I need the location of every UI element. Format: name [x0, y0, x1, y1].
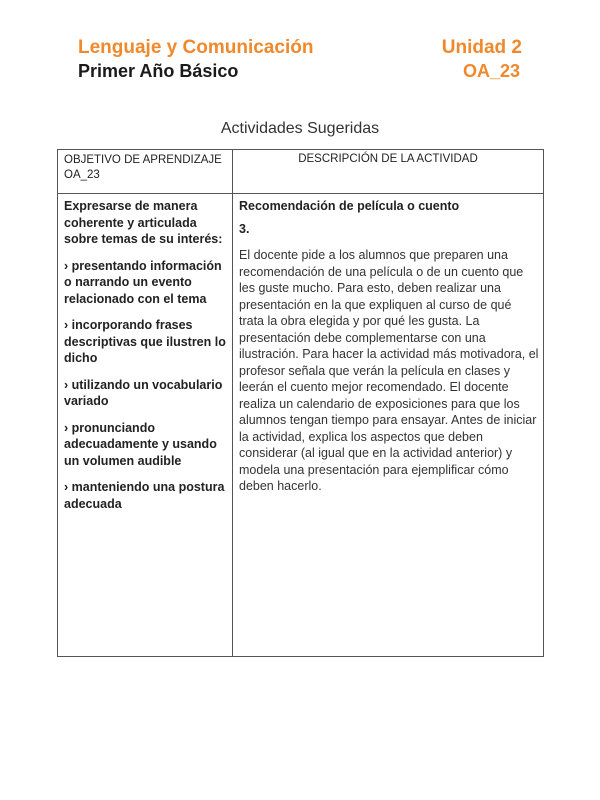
objective-item: › presentando información o narrando un evento relacionado con el tema [64, 258, 222, 306]
subject-title: Lenguaje y Comunicación [78, 37, 314, 58]
activity-number: 3. [239, 221, 250, 236]
activity-table [57, 149, 544, 657]
objective-item: › utilizando un vocabulario variado [64, 377, 223, 408]
objective-item: › incorporando frases descriptivas que ilustren lo dicho [64, 318, 226, 365]
section-title: Actividades Sugeridas [220, 120, 380, 137]
description-column-header: DESCRIPCIÓN DE LA ACTIVIDAD [233, 150, 544, 194]
table-header-row [58, 150, 544, 194]
objective-cell [58, 194, 233, 657]
description-cell [233, 194, 544, 657]
grade-label: Primer Año Básico [78, 61, 239, 81]
objective-item: › pronunciando adecuadamente y usando un volumen audible [64, 420, 217, 468]
objective-code: OA_23 [462, 61, 520, 81]
table-row [58, 194, 544, 657]
unit-label: Unidad 2 [441, 37, 522, 58]
activity-description: El docente pide a los alumnos que preparen una recomendación de una película o de un cuento que les guste mucho. Para esto, deben realizar una presentación en la que expliquen al curso de qué trata la obra elegida y por qué les gusta. La presentación debe complementarse con una ilustración. Para hacer la actividad más motivadora, el profesor señala que verán la película en clases y leerán el cuento mejor recomendado. El docente realiza un calendario de exposiciones para que los alumnos tengan tiempo para ensayar. Antes de iniciar la actividad, explica los aspectos que deben considerar (al igual que en la actividad anterior) y modela una presentación para ejemplificar cómo deben hacerlo. [239, 248, 539, 493]
activity-title: Recomendación de película o cuento [239, 199, 460, 213]
objective-intro: Expresarse de manera coherente y articulada sobre temas de su interés: [64, 199, 223, 246]
objective-item: › manteniendo una postura adecuada [64, 480, 225, 511]
objective-column-header: OBJETIVO DE APRENDIZAJE OA_23 [58, 150, 233, 194]
